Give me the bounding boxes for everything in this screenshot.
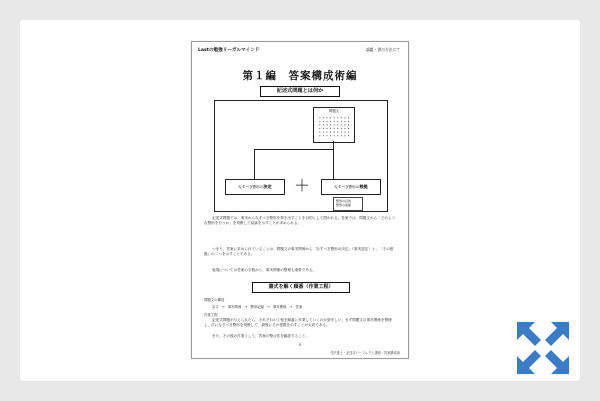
process-heading: 問題文の構造 xyxy=(204,298,225,302)
document-page xyxy=(191,41,409,359)
work-paragraph-1: 記述式問題が与えられたら、それぞれの工程を順番に作業していくのが望ましい。まず問題文の事実関係を整理し、次になすべき整形を判断して、最後にその根拠を示すことが大切である。 xyxy=(204,318,392,328)
decision-box xyxy=(225,179,285,195)
plus-sign: ＋ xyxy=(294,176,311,195)
subtitle-box: 記述式問題とは何か xyxy=(260,86,340,97)
decision-prefix: なすべき整形の xyxy=(238,185,264,189)
note-line-2: 整形の前提 xyxy=(336,203,352,208)
grid-label: 問題文 xyxy=(328,109,340,113)
grid-dots xyxy=(318,116,350,138)
header-logo: Lastの勉強リーガルマインド xyxy=(198,48,260,53)
header-right: 論題・書の方法にて xyxy=(365,47,400,52)
basis-prefix: なすべき整形の xyxy=(334,185,360,189)
subtitle2-box: 書式を解く順番（作業工程） xyxy=(252,282,350,293)
page-title: 第１編 答案構成術編 xyxy=(242,70,358,82)
basis-bold: 根拠 xyxy=(359,184,368,189)
note-line-1: 整形の目的 xyxy=(336,199,352,203)
basis-note xyxy=(333,197,363,211)
diagram xyxy=(214,100,388,212)
page-number: 5 xyxy=(298,343,302,347)
process-flow: 本文 → 事実関係 → 整形記録 → 事実関係 → 答案 xyxy=(212,305,303,309)
decision-bold: 決定 xyxy=(263,184,272,189)
paragraph-1: 記述式問題では、事実からなすべき整形を導き出すことを目的として問われる。答案では、問題文から「どのような整形を行うか」を判断して結論を示すことが求められる。 xyxy=(204,216,396,226)
expand-icon[interactable] xyxy=(515,320,571,376)
work-paragraph-2: また、その後の作業として、答案の整合性を確認すること。 xyxy=(212,334,309,338)
basis-box xyxy=(321,179,381,195)
page-footer: 司法書士・記述式パーフェクト講座・答案構成術 xyxy=(330,351,400,355)
paragraph-2: つまり、答案に求められていることは、問題文の事実関係から「なすべき整形の決定」（事実認定）と、「その根拠」の二つを示すことである。 xyxy=(204,247,394,257)
work-heading: 作業工程 xyxy=(204,313,218,317)
paragraph-3: 表現については答案の字数から、事実関係の整理も重要である。 xyxy=(212,268,317,272)
problem-grid xyxy=(313,107,355,143)
